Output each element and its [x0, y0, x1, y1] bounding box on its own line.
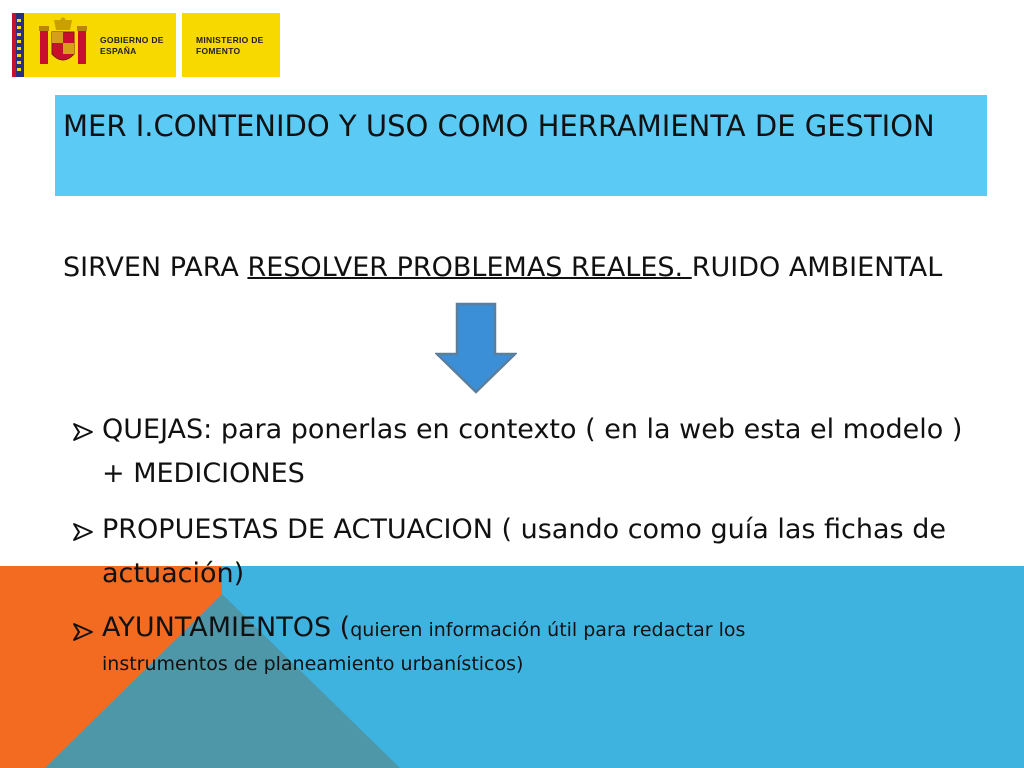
bullet-item-propuestas [72, 508, 992, 596]
bullet-item-ayuntamientos [72, 608, 992, 680]
down-arrow-icon [435, 302, 517, 394]
bullet-text: AYUNTAMIENTOS ( [102, 612, 351, 643]
bullet-note-continuation: instrumentos de planeamiento urbanísticos) [102, 653, 524, 675]
bullet-note: quieren información útil para redactar los [350, 619, 746, 641]
intro-prefix: SIRVEN PARA [63, 252, 248, 283]
intro-underlined: RESOLVER PROBLEMAS REALES. [247, 252, 692, 283]
logo-divider [176, 13, 182, 77]
bullet-text: PROPUESTAS DE ACTUACION ( usando como guía las fichas de actuación) [102, 514, 946, 589]
intro-paragraph [63, 246, 943, 290]
bullet-text: QUEJAS: para ponerlas en contexto ( en la web esta el modelo ) + MEDICIONES [102, 414, 963, 489]
coat-of-arms-icon [34, 16, 92, 74]
bullet-item-quejas [72, 408, 992, 496]
logo-text-gobierno: GOBIERNO DE ESPAÑA [100, 35, 164, 56]
arrowhead-bullet-icon [72, 522, 96, 542]
bullet-list [72, 408, 992, 692]
logo-text-ministerio: MINISTERIO DE FOMENTO [196, 35, 264, 56]
title-banner [55, 95, 987, 196]
arrowhead-bullet-icon [72, 622, 96, 642]
intro-suffix: RUIDO AMBIENTAL [691, 252, 943, 283]
eu-flag-strip [12, 13, 24, 77]
arrowhead-bullet-icon [72, 422, 96, 442]
slide-title: MER I.CONTENIDO Y USO COMO HERRAMIENTA DE GESTION [63, 109, 935, 143]
